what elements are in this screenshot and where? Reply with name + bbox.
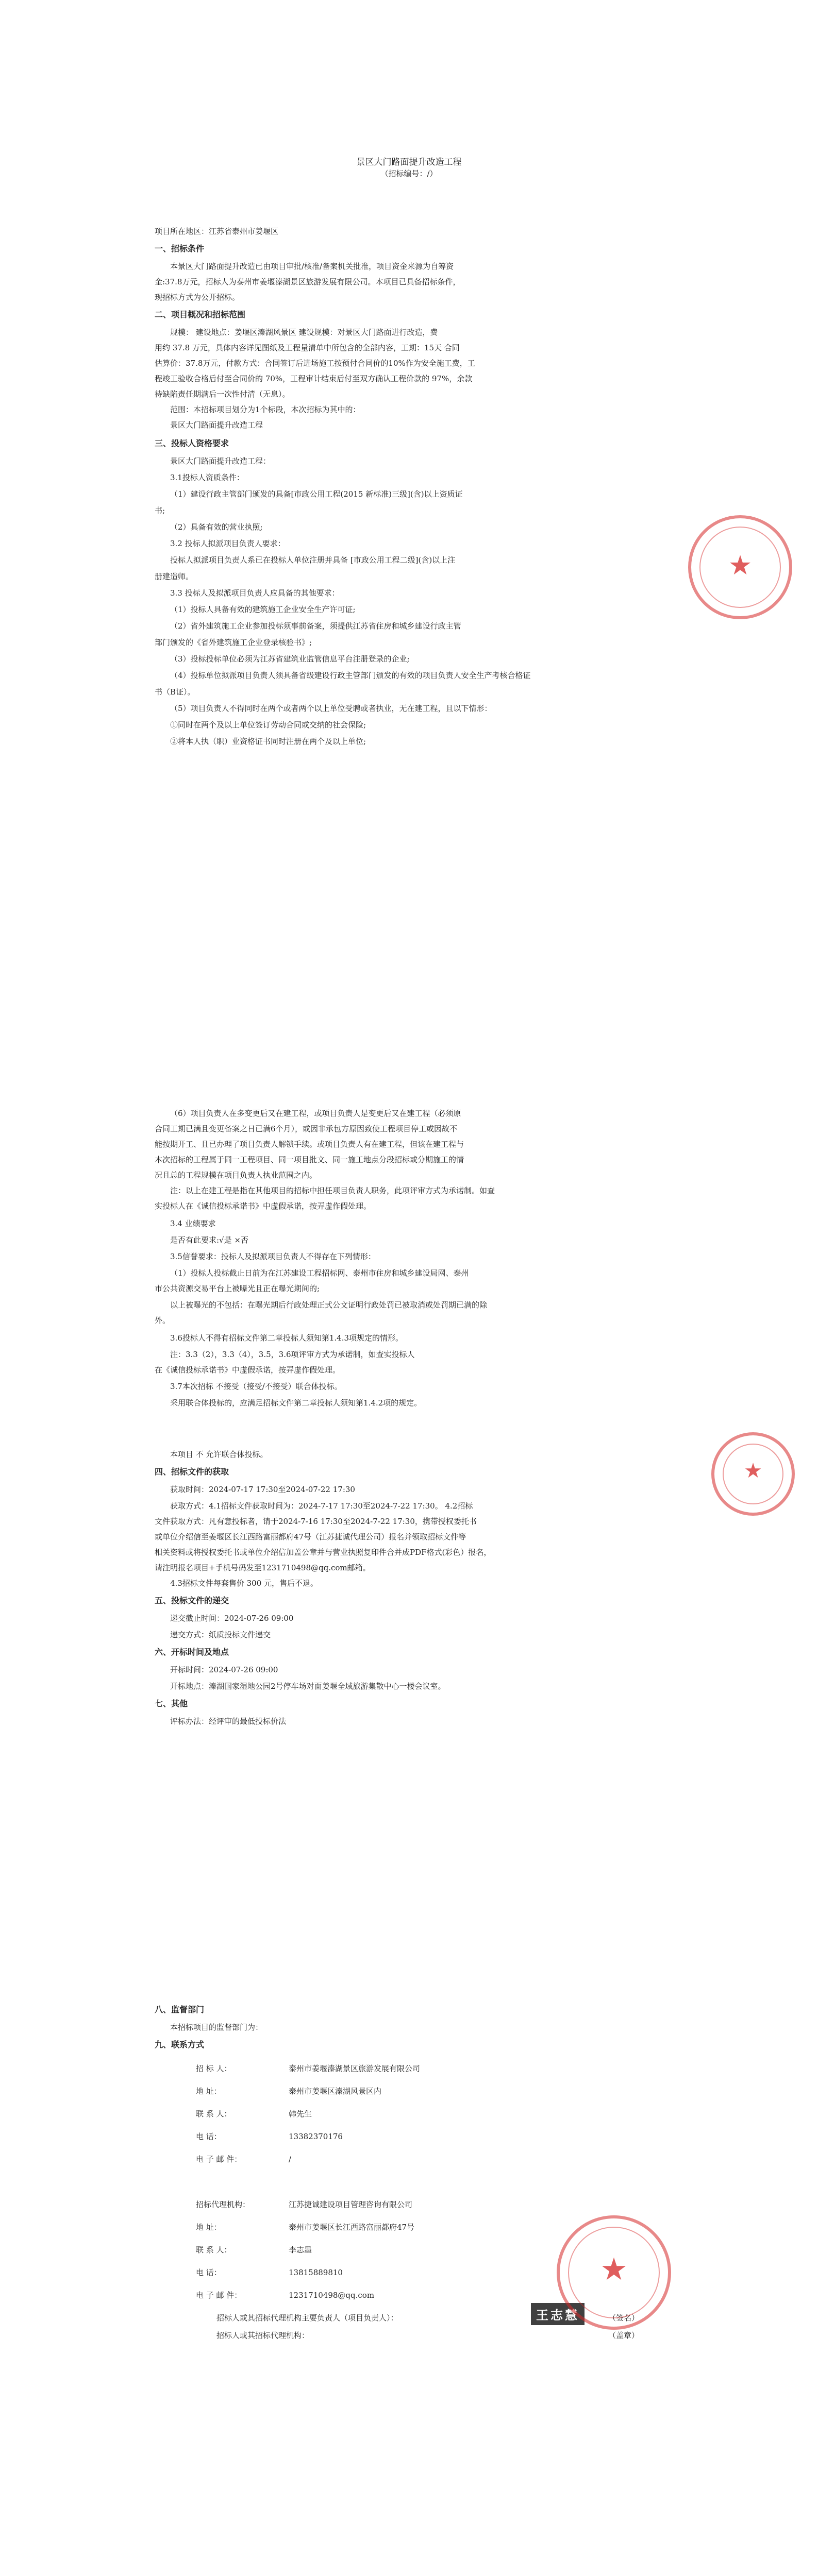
contact-value: 韩先生 bbox=[289, 2109, 312, 2119]
paragraph-line: 4.3招标文件每套售价 300 元，售后不退。 bbox=[170, 1579, 319, 1588]
paragraph-line: 外。 bbox=[155, 1316, 171, 1325]
section-heading-1: 一、招标条件 bbox=[155, 244, 205, 253]
paragraph-line: 在《诚信投标承诺书》中虚假承诺，按弄虚作假处理。 bbox=[155, 1365, 341, 1375]
paragraph-line: 能按期开工、且已办理了项目负责人解锁手续。或项目负责人有在建工程，但该在建工程与 bbox=[155, 1140, 464, 1149]
paragraph-line: 册建造师。 bbox=[155, 572, 194, 581]
contact-label: 地 址： bbox=[196, 2087, 222, 2096]
contact-value: 泰州市姜堰溱湖景区旅游发展有限公司 bbox=[289, 2064, 421, 2073]
contact-value: 1231710498@qq.com bbox=[289, 2291, 375, 2300]
paragraph-line: （1）投标人具备有效的建筑施工企业安全生产许可证; bbox=[170, 605, 356, 614]
paragraph-line: 相关资料或将授权委托书或单位介绍信加盖公章并与营业执照复印件合并成PDF格式(彩色）报名， bbox=[155, 1548, 492, 1557]
contact-value: 江苏捷诚建设项目管理咨询有限公司 bbox=[289, 2200, 413, 2209]
paragraph-line: 3.6投标人不得有招标文件第二章投标人须知第1.4.3项规定的情形。 bbox=[170, 1333, 404, 1343]
paragraph-line: 本景区大门路面提升改造已由项目审批/核准/备案机关批准，项目资金来源为自筹资 bbox=[170, 262, 454, 271]
paragraph-line: 景区大门路面提升改造工程： bbox=[170, 456, 271, 466]
signature-line: 招标人或其招标代理机构主要负责人（项目负责人）： bbox=[216, 2313, 398, 2323]
section-heading-2: 二、项目概况和招标范围 bbox=[155, 310, 246, 319]
paragraph-line: 书; bbox=[155, 506, 165, 515]
document-title: 景区大门路面提升改造工程 bbox=[356, 157, 462, 167]
contact-label: 联 系 人： bbox=[196, 2245, 232, 2255]
section-heading-7: 七、其他 bbox=[155, 1699, 188, 1708]
star-icon: ★ bbox=[600, 2251, 628, 2287]
paragraph-line: 程竣工验收合格后付至合同价的 70%，工程审计结束后付至双方确认工程价款的 97%，余款 bbox=[155, 374, 473, 383]
paragraph-line: 注：3.3（2），3.3（4），3.5，3.6项评审方式为承诺制，如查实投标人 bbox=[170, 1350, 415, 1359]
paragraph-line: 3.7本次招标 不接受（接受/不接受）联合体投标。 bbox=[170, 1382, 342, 1391]
contact-label: 招 标 人： bbox=[196, 2064, 232, 2073]
handwritten-signature: 王志慧 bbox=[531, 2303, 585, 2325]
section-heading-9: 九、联系方式 bbox=[155, 2040, 205, 2049]
contact-value: 泰州市姜堰区溱湖风景区内 bbox=[289, 2087, 382, 2096]
paragraph-line: （1）投标人投标截止日前为在江苏建设工程招标网、泰州市住房和城乡建设局网、泰州 bbox=[170, 1268, 469, 1278]
paragraph-line: 获取时间：2024-07-17 17:30至2024-07-22 17:30 bbox=[170, 1485, 355, 1494]
paragraph-line: （3）投标投标单位必须为江苏省建筑业监管信息平台注册登录的企业; bbox=[170, 654, 410, 664]
paragraph-line: ②将本人执（职）业资格证书同时注册在两个及以上单位; bbox=[170, 737, 366, 746]
star-icon: ★ bbox=[728, 550, 753, 581]
paragraph-line: 况且总的工程规模在项目负责人执业范围之内。 bbox=[155, 1171, 318, 1180]
paragraph-line: 3.3 投标人及拟派项目负责人应具备的其他要求： bbox=[170, 588, 340, 598]
paragraph-line: 规模： 建设地点：姜堰区溱湖风景区 建设规模：对景区大门路面进行改造，费 bbox=[170, 328, 438, 337]
star-icon: ★ bbox=[744, 1459, 762, 1483]
paragraph-line: （1）建设行政主管部门颁发的具备[市政公用工程(2015 新标准)三级](含)以上资质证 bbox=[170, 489, 463, 499]
agent-seal-stamp bbox=[557, 2215, 671, 2330]
paragraph-line: 书（B证）。 bbox=[155, 687, 195, 697]
paragraph-line: 以上被曝光的不包括：在曝光期后行政处理正式公文证明行政处罚已被取消或处罚期已满的除 bbox=[170, 1300, 488, 1310]
contact-label: 地 址： bbox=[196, 2223, 222, 2232]
company-seal-stamp-partial bbox=[711, 1432, 795, 1516]
contact-label: 联 系 人： bbox=[196, 2109, 232, 2119]
paragraph-line: 本次招标的工程属于同一工程项目、同一项目批文、同一施工地点分段招标或分期施工的情 bbox=[155, 1155, 464, 1164]
company-seal-stamp bbox=[688, 515, 792, 619]
tender-number: （招标编号：/） bbox=[380, 169, 438, 178]
contact-label: 招标代理机构： bbox=[196, 2200, 251, 2209]
contact-value: 李志墨 bbox=[289, 2245, 312, 2255]
stamp-line: 招标人或其招标代理机构： bbox=[216, 2331, 310, 2340]
paragraph-line: 景区大门路面提升改造工程 bbox=[170, 420, 263, 430]
paragraph-line: 递交截止时间：2024-07-26 09:00 bbox=[170, 1614, 294, 1623]
section-heading-8: 八、监督部门 bbox=[155, 2005, 205, 2014]
paragraph-line: 市公共资源交易平台上被曝光且正在曝光期间的; bbox=[155, 1284, 320, 1293]
contact-value: 13815889810 bbox=[289, 2268, 343, 2277]
section-heading-3: 三、投标人资格要求 bbox=[155, 438, 229, 448]
paragraph-line: 现招标方式为公开招标。 bbox=[155, 293, 240, 302]
paragraph-line: （6）项目负责人在多变更后又在建工程，或项目负责人是变更后又在建工程（必须原 bbox=[170, 1109, 461, 1118]
paragraph-line: 本招标项目的监督部门为： bbox=[170, 2023, 263, 2032]
paragraph-line: 或单位介绍信至姜堰区长江西路富丽都府47号（江苏捷诚代理公司）报名并领取招标文件等 bbox=[155, 1532, 466, 1541]
stamp-suffix: （盖章） bbox=[608, 2331, 640, 2340]
paragraph-line: 金:37.8万元，招标人为泰州市姜堰溱湖景区旅游发展有限公司。本项目已具备招标条件， bbox=[155, 277, 461, 286]
project-location: 项目所在地区：江苏省泰州市姜堰区 bbox=[155, 227, 279, 236]
contact-value: 13382370176 bbox=[289, 2132, 343, 2141]
paragraph-line: （2）具备有效的营业执照; bbox=[170, 522, 263, 532]
paragraph-line: 注：以上在建工程是指在其他项目的招标中担任项目负责人职务，此项评审方式为承诺制。如查 bbox=[170, 1186, 495, 1195]
paragraph-line: 用约 37.8 万元，具体内容详见图纸及工程量清单中所包含的全部内容，工期：15天 合同 bbox=[155, 343, 460, 352]
paragraph-line: 实投标人在《诚信投标承诺书》中虚假承诺，按弄虚作假处理。 bbox=[155, 1201, 372, 1211]
contact-label: 电 话： bbox=[196, 2268, 222, 2277]
paragraph-line: 本项目 不 允许联合体投标。 bbox=[170, 1450, 268, 1459]
paragraph-line: 开标地点：溱湖国家湿地公园2号停车场对面姜堰全域旅游集散中心一楼会议室。 bbox=[170, 1682, 446, 1691]
paragraph-line: （2）省外建筑施工企业参加投标须事前备案，须提供江苏省住房和城乡建设行政主管 bbox=[170, 621, 461, 631]
paragraph-line: 3.4 业绩要求 bbox=[170, 1219, 216, 1228]
paragraph-line: 递交方式：纸质投标文件递交 bbox=[170, 1630, 271, 1639]
paragraph-line: （4）投标单位拟派项目负责人须具备省级建设行政主管部门颁发的有效的项目负责人安全生产考核合格证 bbox=[170, 671, 531, 680]
contact-label: 电 子 邮 件： bbox=[196, 2291, 242, 2300]
paragraph-line: 估算价：37.8万元，付款方式：合同签订后进场施工按预付合同价的10%作为安全施工费，工 bbox=[155, 359, 475, 368]
section-heading-6: 六、开标时间及地点 bbox=[155, 1647, 229, 1657]
paragraph-line: ①同时在两个及以上单位签订劳动合同或交纳的社会保险; bbox=[170, 720, 366, 730]
paragraph-line: 请注明报名项目+手机号码发至1231710498@qq.com邮箱。 bbox=[155, 1563, 371, 1572]
paragraph-line: 部门颁发的《省外建筑施工企业登录核验书》; bbox=[155, 638, 312, 647]
paragraph-line: 评标办法：经评审的最低投标价法 bbox=[170, 1717, 287, 1726]
paragraph-line: 3.1投标人资质条件： bbox=[170, 473, 244, 482]
contact-value: / bbox=[289, 2155, 292, 2164]
contact-label: 电 话： bbox=[196, 2132, 222, 2141]
paragraph-line: 3.5信誉要求：投标人及拟派项目负责人不得存在下列情形： bbox=[170, 1252, 376, 1261]
signature-suffix: （签名） bbox=[608, 2313, 640, 2323]
paragraph-line: （5）项目负责人不得同时在两个或者两个以上单位受聘或者执业，无在建工程，且以下情形： bbox=[170, 704, 492, 713]
paragraph-line: 合同工期已满且变更备案之日已满6个月），或因非承包方原因致使工程项目停工或因故不 bbox=[155, 1124, 458, 1133]
paragraph-line: 文件获取方式：凡有意投标者，请于2024-7-16 17:30至2024-7-22 17:30，携带授权委托书 bbox=[155, 1517, 477, 1526]
section-heading-5: 五、投标文件的递交 bbox=[155, 1596, 229, 1605]
paragraph-line: 获取方式：4.1招标文件获取时间为：2024-7-17 17:30至2024-7-22 17:30。 4.2招标 bbox=[170, 1501, 473, 1511]
paragraph-line: 3.2 投标人拟派项目负责人要求： bbox=[170, 539, 286, 548]
paragraph-line: 待缺陷责任期满后一次性付清（无息）。 bbox=[155, 389, 290, 399]
contact-value: 泰州市姜堰区长江西路富丽都府47号 bbox=[289, 2223, 415, 2232]
paragraph-line: 是否有此要求:√是 ×否 bbox=[170, 1235, 248, 1245]
contact-label: 电 子 邮 件： bbox=[196, 2155, 242, 2164]
paragraph-line: 采用联合体投标的，应满足招标文件第二章投标人须知第1.4.2项的规定。 bbox=[170, 1398, 422, 1408]
paragraph-line: 开标时间：2024-07-26 09:00 bbox=[170, 1665, 278, 1674]
paragraph-line: 投标人拟派项目负责人系已在投标人单位注册并具备 [市政公用工程二级](含)以上注 bbox=[170, 555, 456, 565]
paragraph-line: 范围：本招标项目划分为1个标段，本次招标为其中的： bbox=[170, 405, 361, 414]
section-heading-4: 四、招标文件的获取 bbox=[155, 1467, 229, 1477]
